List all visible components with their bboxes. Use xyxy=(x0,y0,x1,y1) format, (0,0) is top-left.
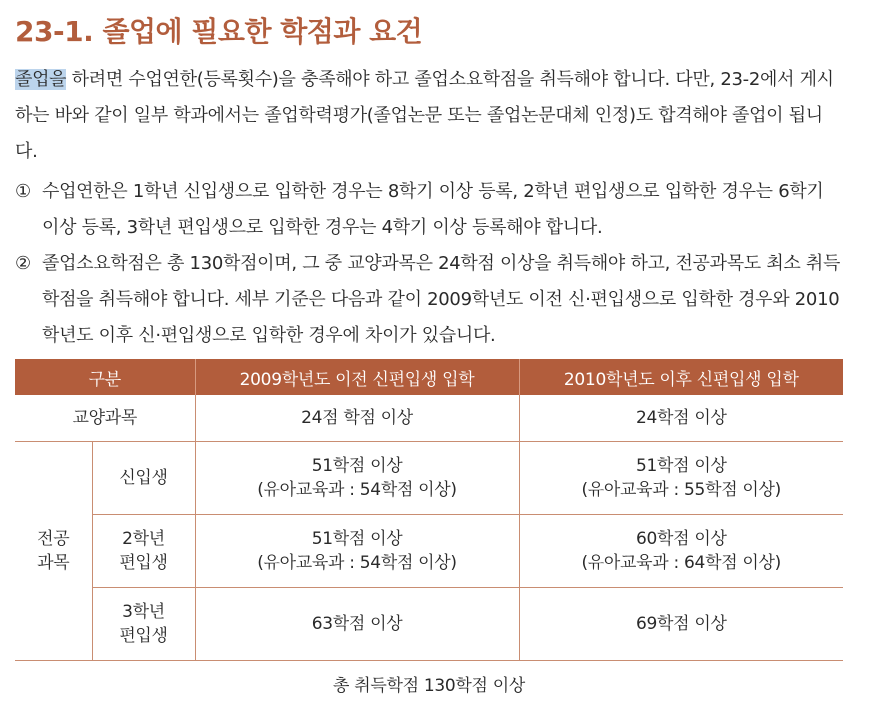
row-label-major xyxy=(15,442,92,661)
cell-line-2: (유아교육과 : 54학점 이상) xyxy=(257,553,457,573)
cell-line-1: 63학점 이상 xyxy=(311,614,403,634)
requirement-item-1 xyxy=(15,174,845,246)
cell-transfer-3-after xyxy=(519,588,843,661)
cell-line-1: 51학점 이상 xyxy=(635,456,727,476)
cell-freshman-after xyxy=(519,442,843,515)
total-credits: 총 취득학점 130학점 이상 xyxy=(333,676,525,696)
cell-liberal-after: 24학점 이상 xyxy=(519,395,843,442)
sub-label-line-2: 편입생 xyxy=(119,626,168,646)
cell-transfer-2-before xyxy=(195,515,519,588)
sub-label-line-1: 3학년 xyxy=(122,602,165,622)
cell-freshman-before xyxy=(195,442,519,515)
intro-paragraph xyxy=(15,62,845,170)
table-header-row xyxy=(15,359,843,395)
major-label-line-1: 전공 xyxy=(37,529,70,549)
cell-line-2: (유아교육과 : 54학점 이상) xyxy=(257,480,457,500)
sub-label-line-1: 신입생 xyxy=(119,468,168,488)
page-title: 23-1. 졸업에 필요한 학점과 요건 xyxy=(15,15,423,48)
sub-label-freshman xyxy=(92,442,195,515)
cell-liberal-before: 24점 학점 이상 xyxy=(195,395,519,442)
item-number-1: ① xyxy=(15,181,31,202)
item-number-2: ② xyxy=(15,253,31,274)
table-row xyxy=(15,588,843,661)
cell-line-1: 51학점 이상 xyxy=(311,456,403,476)
cell-transfer-2-after xyxy=(519,515,843,588)
cell-line-2: (유아교육과 : 55학점 이상) xyxy=(581,480,782,500)
table-row xyxy=(15,442,843,515)
row-label-liberal: 교양과목 xyxy=(15,395,195,442)
selected-text-highlight[interactable]: 졸업을 xyxy=(15,69,67,90)
header-category: 구분 xyxy=(15,359,195,395)
cell-transfer-3-before xyxy=(195,588,519,661)
cell-line-1: 69학점 이상 xyxy=(635,614,727,634)
header-before-2009: 2009학년도 이전 신편입생 입학 xyxy=(195,359,519,395)
table-row xyxy=(15,515,843,588)
graduation-credits-table xyxy=(15,359,843,711)
cell-line-1: 51학점 이상 xyxy=(311,529,403,549)
sub-label-transfer-2 xyxy=(92,515,195,588)
table-row xyxy=(15,661,843,712)
cell-line-1: 60학점 이상 xyxy=(635,529,727,549)
header-after-2010: 2010학년도 이후 신편입생 입학 xyxy=(519,359,843,395)
item-text-1: 수업연한은 1학년 신입생으로 입학한 경우는 8학기 이상 등록, 2학년 편입생으로 입학한 경우는 6학기 이상 등록, 3학년 편입생으로 입학한 경우는 4학기 이상 등록해야 합니다. xyxy=(42,181,824,238)
item-text-2: 졸업소요학점은 총 130학점이며, 그 중 교양과목은 24학점 이상을 취득해야 하고, 전공과목도 최소 취득학점을 취득해야 합니다. 세부 기준은 다음과 같이 2009학년도 이전 신·편입생으로 입학한 경우와 2010학년도 이후 신·편입생으로 입학한 경우에 차이가 있습니다. xyxy=(42,253,841,346)
intro-text: 하려면 수업연한(등록횟수)을 충족해야 하고 졸업소요학점을 취득해야 합니다. 다만, 23-2에서 게시하는 바와 같이 일부 학과에서는 졸업학력평가(졸업논문 또는 졸업논문대체 인정)도 합격해야 졸업이 됩니다. xyxy=(15,69,834,162)
sub-label-line-2: 편입생 xyxy=(119,553,168,573)
major-label-line-2: 과목 xyxy=(37,553,70,573)
cell-line-2: (유아교육과 : 64학점 이상) xyxy=(581,553,782,573)
sub-label-line-1: 2학년 xyxy=(122,529,165,549)
table-row xyxy=(15,395,843,442)
sub-label-transfer-3 xyxy=(92,588,195,661)
requirement-item-2 xyxy=(15,246,845,354)
